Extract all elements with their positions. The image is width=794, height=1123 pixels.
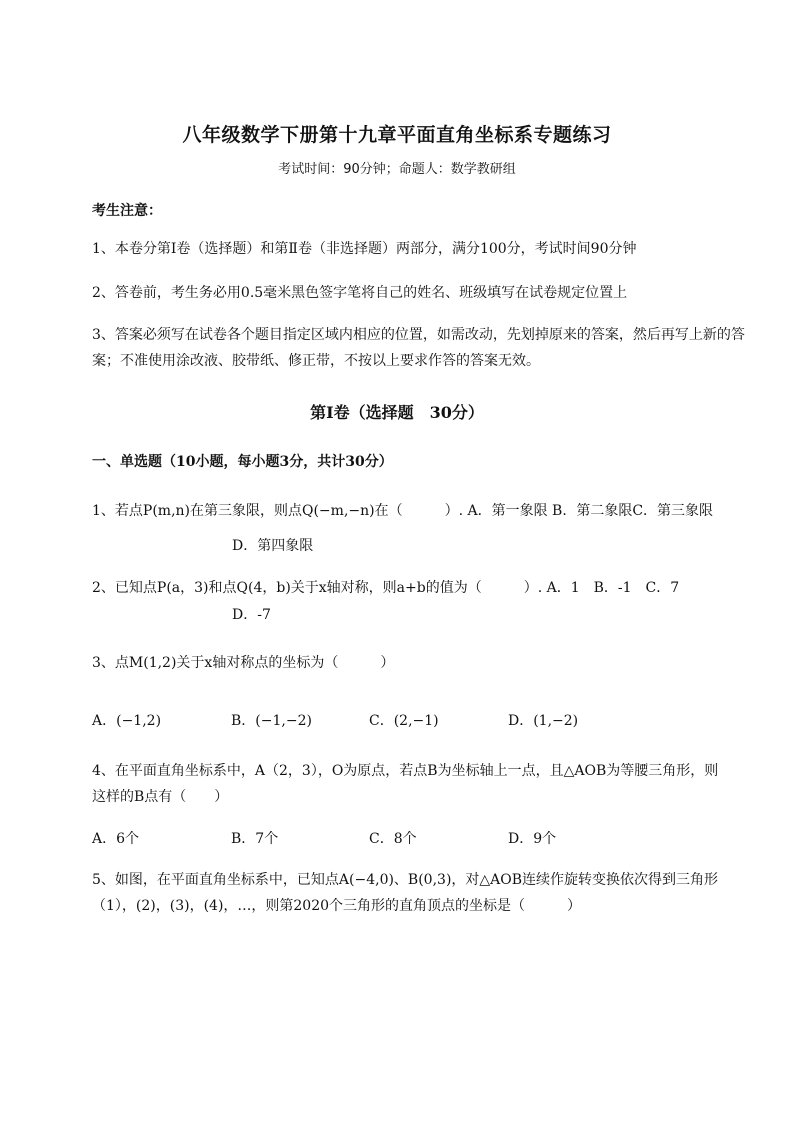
notes-heading: 考生注意： (92, 203, 162, 219)
question-3-stem: 3、点M(1,2)关于x轴对称点的坐标为（ ） (92, 655, 395, 671)
note-item-3: 3、答案必须写在试卷各个题目指定区域内相应的位置，如需改动，先划掉原来的答案，然后再写上新的答案；不准使用涂改液、胶带纸、修正带，不按以上要求作答的答案无效。 (92, 327, 745, 369)
question-4-option-c: C．8个 (369, 831, 417, 847)
note-item-1: 1、本卷分第I卷（选择题）和第Ⅱ卷（非选择题）两部分，满分100分，考试时间90分钟 (92, 241, 637, 257)
question-3-option-c: C．(2,−1) (369, 713, 439, 729)
question-4-option-b: B．7个 (231, 831, 279, 847)
question-4-options (92, 828, 692, 848)
question-4-stem: 4、在平面直角坐标系中，A（2，3），O为原点，若点B为坐标轴上一点，且△AOB为等腰三角形，则 (92, 763, 719, 779)
question-5-stem-continued: （1），(2)，(3)，(4)，…，则第2020个三角形的直角顶点的坐标是（ ） (92, 898, 582, 914)
question-3-option-b: B．(−1,−2) (231, 713, 312, 729)
question-4-stem-continued: 这样的B点有（ ） (92, 789, 229, 805)
question-3-options (92, 710, 692, 730)
question-2-option-d: D．-7 (232, 607, 271, 623)
question-3-option-a: A．(−1,2) (92, 713, 162, 729)
question-2-stem: 2、已知点P(a，3)和点Q(4，b)关于x轴对称，则a+b的值为（ ）. A．1 B．-1 C．7 (92, 580, 680, 596)
question-4-option-a: A．6个 (92, 831, 140, 847)
question-1-stem: 1、若点P(m,n)在第三象限，则点Q(−m,−n)在（ ）. A．第一象限 B．第二象限C．第三象限 (92, 503, 714, 519)
question-4-option-d: D．9个 (508, 831, 557, 847)
question-3-option-d: D．(1,−2) (508, 713, 579, 729)
question-5-stem: 5、如图，在平面直角坐标系中，已知点A(−4,0)、B(0,3)，对△AOB连续作旋转变换依次得到三角形 (92, 872, 719, 888)
page-title: 八年级数学下册第十九章平面直角坐标系专题练习 (182, 124, 612, 146)
section-title: 第I卷（选择题 30分） (310, 403, 484, 422)
part-heading: 一、单选题（10小题，每小题3分，共计30分） (92, 454, 393, 470)
question-1-option-d: D．第四象限 (232, 538, 314, 554)
note-item-2: 2、答卷前，考生务必用0.5毫米黑色签字笔将自己的姓名、班级填写在试卷规定位置上 (92, 285, 628, 301)
exam-info: 考试时间：90分钟；命题人：数学教研组 (278, 162, 516, 177)
